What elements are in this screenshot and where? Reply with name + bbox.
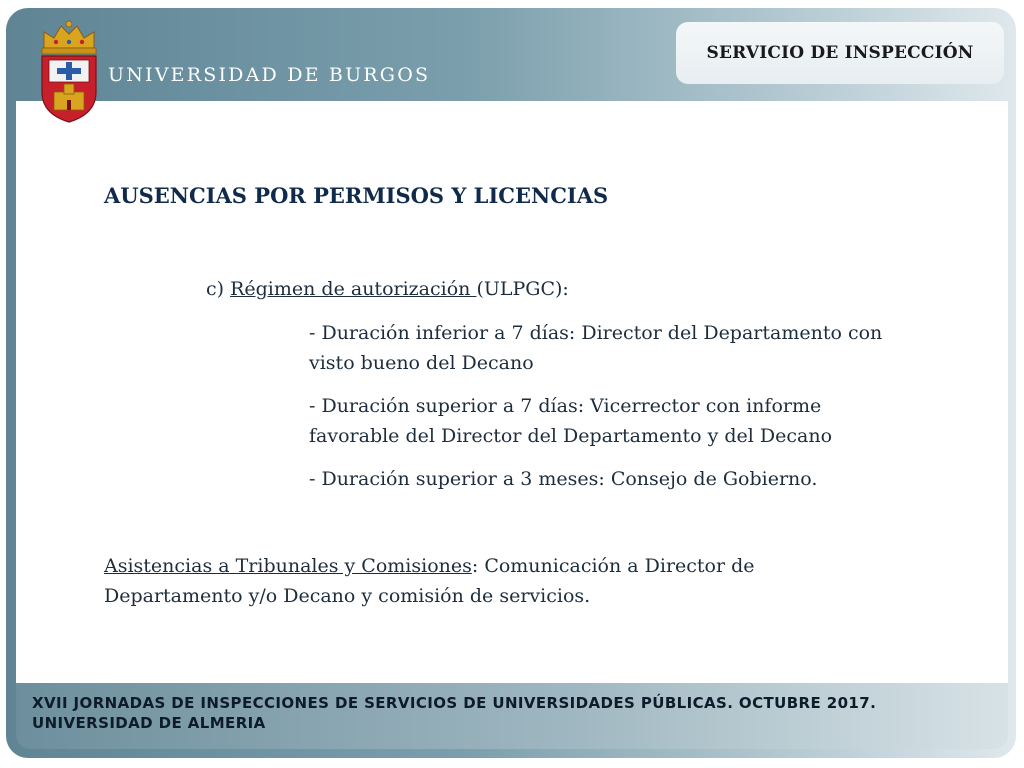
footer-line-2: UNIVERSIDAD DE ALMERIA — [32, 714, 266, 732]
subsection-prefix: c) — [206, 278, 231, 300]
subsection-title: Régimen de autorización — [230, 278, 477, 300]
university-coat-of-arms-icon — [36, 18, 102, 126]
bullet-item: - Duración superior a 7 días: Vicerrector con informe favorable del Director del Departamento y del Decano — [309, 395, 833, 447]
closing-rest: : Comunicación a Director de Departamento y/o Decano y comisión de servicios. — [104, 555, 755, 607]
closing-underlined: Asistencias a Tribunales y Comisiones — [104, 555, 472, 577]
subsection-suffix: (ULPGC): — [476, 278, 569, 300]
bullet-item: - Duración superior a 3 meses: Consejo de Gobierno. — [309, 468, 818, 490]
subsection-heading — [206, 274, 569, 304]
closing-paragraph — [104, 551, 884, 611]
bullet-item: - Duración inferior a 7 días: Director del Departamento con visto bueno del Decano — [309, 322, 883, 374]
university-name: UNIVERSIDAD DE BURGOS — [108, 64, 431, 86]
section-title: SERVICIO DE INSPECCIÓN — [706, 43, 974, 63]
slide-heading: AUSENCIAS POR PERMISOS Y LICENCIAS — [104, 183, 609, 208]
bullet-list — [309, 318, 909, 507]
section-tab — [676, 22, 1004, 84]
footer-line-1: XVII JORNADAS DE INSPECCIONES DE SERVICIOS DE UNIVERSIDADES PÚBLICAS. OCTUBRE 2017. — [32, 694, 877, 712]
footer-text — [32, 693, 876, 733]
